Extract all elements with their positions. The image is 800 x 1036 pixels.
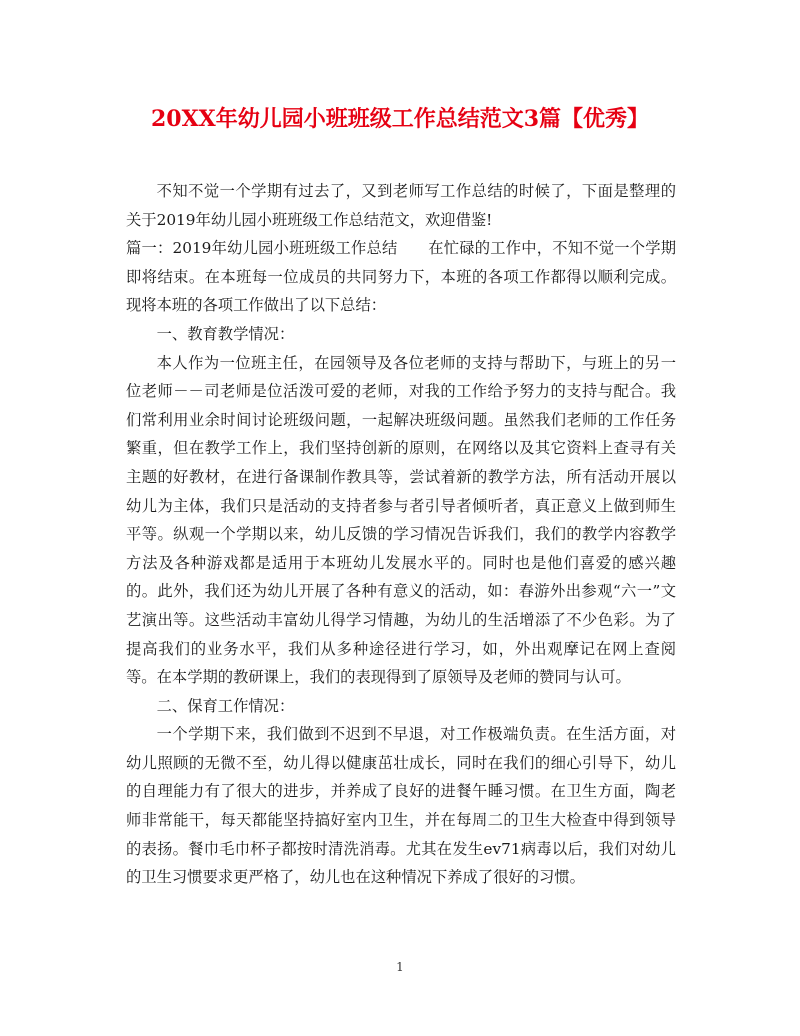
document-title: 20XX年幼儿园小班班级工作总结范文3篇【优秀】 [150, 106, 650, 132]
section2-heading: 二、保育工作情况： [156, 696, 295, 715]
document-body [126, 177, 676, 892]
section1-heading: 一、教育教学情况： [156, 324, 295, 343]
part1-heading: 篇一：2019年幼儿园小班班级工作总结 [126, 239, 398, 258]
page-number: 1 [396, 960, 404, 974]
part1-paragraph [126, 234, 676, 320]
part1-opening: 在忙碌的工作中，不知不觉一个学期即将结束。在本班每一位成员的共同努力下，本班的各项工作都得以顺利完成。现将本班的各项工作做出了以下总结： [126, 239, 676, 315]
section2-paragraph: 一个学期下来，我们做到不迟到不早退，对工作极端负责。在生活方面，对幼儿照顾的无微不至，幼儿得以健康茁壮成长，同时在我们的细心引导下，幼儿的自理能力有了很大的进步，并养成了良好的进餐午睡习惯。在卫生方面，陶老师非常能干，每天都能坚持搞好室内卫生，并在每周二的卫生大检查中得到领导的表扬。餐巾毛巾杯子都按时清洗消毒。尤其在发生ev71病毒以后，我们对幼儿的卫生习惯要求更严格了，幼儿也在这种情况下养成了很好的习惯。 [126, 725, 676, 887]
intro-paragraph: 不知不觉一个学期有过去了，又到老师写工作总结的时候了，下面是整理的关于2019年幼儿园小班班级工作总结范文，欢迎借鉴! [126, 182, 676, 229]
section1-paragraph: 本人作为一位班主任，在园领导及各位老师的支持与帮助下，与班上的另一位老师－－司老师是位活泼可爱的老师，对我的工作给予努力的支持与配合。我们常利用业余时间讨论班级问题，一起解决班级问题。虽然我们老师的工作任务繁重，但在教学工作上，我们坚持创新的原则，在网络以及其它资料上查寻有关主题的好教材，在进行备课制作教具等，尝试着新的教学方法，所有活动开展以幼儿为主体，我们只是活动的支持者参与者引导者倾听者，真正意义上做到师生平等。纵观一个学期以来，幼儿反馈的学习情况告诉我们，我们的教学内容教学方法及各种游戏都是适用于本班幼儿发展水平的。同时也是他们喜爱的感兴趣的。此外，我们还为幼儿开展了各种有意义的活动，如：春游外出参观“六一”文艺演出等。这些活动丰富幼儿得学习情趣，为幼儿的生活增添了不少色彩。为了提高我们的业务水平，我们从多种途径进行学习，如，外出观摩记在网上查阅等。在本学期的教研课上，我们的表现得到了原领导及老师的赞同与认可。 [126, 353, 676, 687]
